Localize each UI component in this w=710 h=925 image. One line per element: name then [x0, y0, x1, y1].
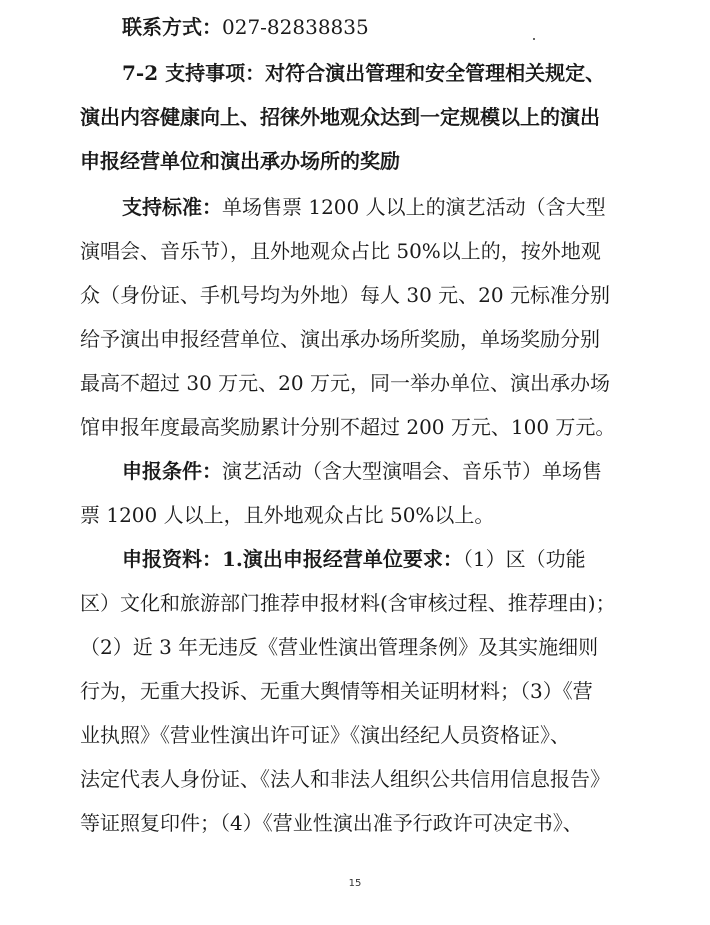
standard-line-6: 馆申报年度最高奖励累计分别不超过 200 万元、100 万元。 — [80, 415, 616, 439]
standard-line-3: 众（身份证、手机号均为外地）每人 30 元、20 元标准分别 — [80, 283, 610, 307]
item-title-line-1: 对符合演出管理和安全管理相关规定、 — [265, 61, 606, 85]
conditions-text-1: 演艺活动（含大型演唱会、音乐节）单场售 — [222, 459, 602, 483]
materials-line-2: 区）文化和旅游部门推荐申报材料(含审核过程、推荐理由)； — [80, 591, 616, 615]
materials-line-1 — [0, 539, 710, 579]
materials-line-4: 行为，无重大投诉、无重大舆情等相关证明材料；（3）《营 — [80, 679, 593, 703]
standard-line-2: 演唱会、音乐节），且外地观众占比 50%以上的，按外地观 — [80, 239, 601, 263]
item-title-line-2: 演出内容健康向上、招徕外地观众达到一定规模以上的演出 — [80, 105, 600, 129]
materials-label: 申报资料：1.演出申报经营单位要求： — [122, 547, 463, 571]
materials-line-3: （2）近 3 年无违反《营业性演出管理条例》及其实施细则 — [80, 635, 599, 659]
contact-phone: 027-82838835 — [222, 15, 369, 39]
standard-line-4: 给予演出申报经营单位、演出承办场所奖励，单场奖励分别 — [80, 327, 600, 351]
item-title-line-3: 申报经营单位和演出承办场所的奖励 — [80, 149, 400, 173]
standard-text-1: 单场售票 1200 人以上的演艺活动（含大型 — [222, 195, 606, 219]
materials-line-7: 等证照复印件；（4）《营业性演出准予行政许可决定书》、 — [80, 811, 583, 835]
materials-text-1: （1）区（功能 — [462, 547, 586, 571]
contact-label: 联系方式： — [122, 15, 222, 39]
item-heading-line — [0, 53, 710, 93]
scan-speck — [533, 38, 535, 40]
conditions-label: 申报条件： — [122, 459, 222, 483]
item-heading-number: 7-2 支持事项： — [122, 61, 266, 85]
materials-line-6: 法定代表人身份证、《法人和非法人组织公共信用信息报告》 — [80, 767, 610, 791]
page-number: 15 — [348, 878, 362, 889]
contact-line — [0, 7, 710, 47]
standard-line-1 — [0, 187, 710, 227]
conditions-line-1 — [0, 451, 710, 491]
materials-line-5: 业执照》《营业性演出许可证》《演出经纪人员资格证》、 — [80, 723, 570, 747]
standard-label: 支持标准： — [122, 195, 222, 219]
standard-line-5: 最高不超过 30 万元、20 万元，同一举办单位、演出承办场 — [80, 371, 610, 395]
conditions-line-2: 票 1200 人以上，且外地观众占比 50%以上。 — [80, 503, 495, 527]
